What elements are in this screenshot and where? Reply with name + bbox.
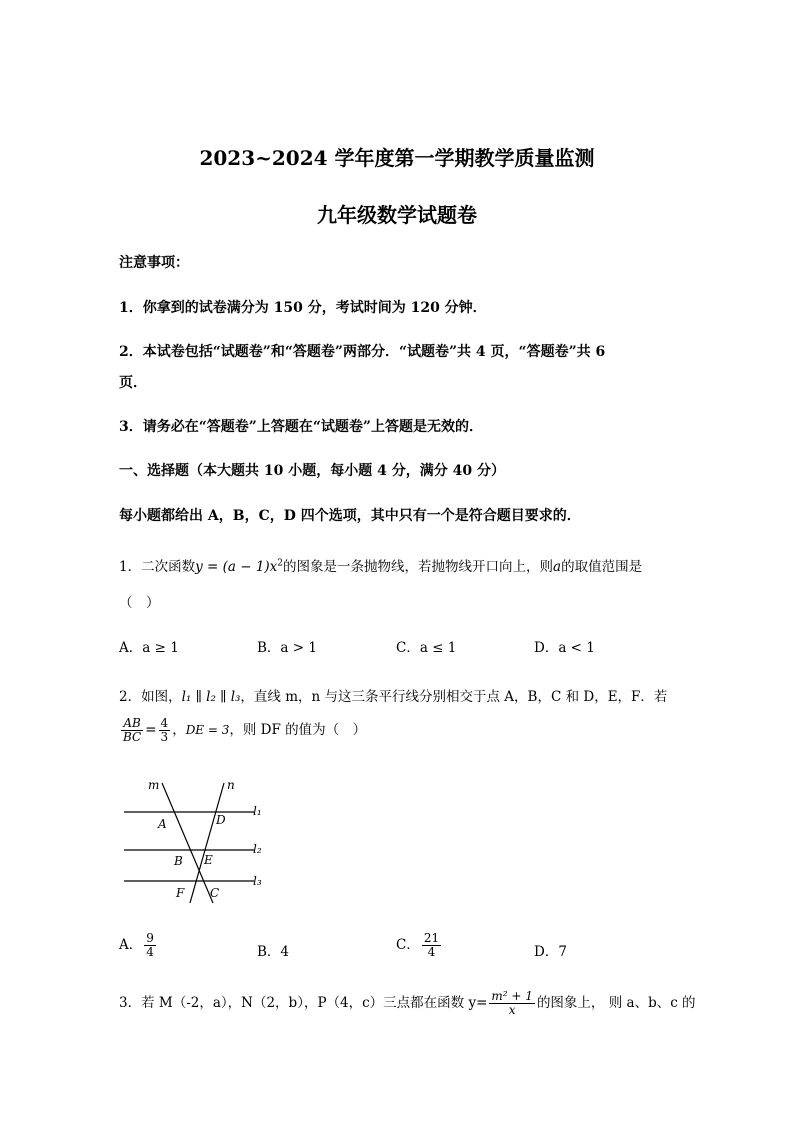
q3-text-1: 3．若 M（-2，a），N（2，b），P（4，c）三点都在函数 y= bbox=[119, 995, 488, 1012]
q1-suffix: 的取值范围是 bbox=[561, 559, 643, 575]
q2-text-1: ，直线 m，n 与这三条平行线分别相交于点 A，B，C 和 D，E，F．若 bbox=[240, 689, 668, 705]
line-n bbox=[190, 783, 224, 903]
q2-equals: = bbox=[145, 722, 157, 739]
q2-de-value: DE = 3 bbox=[185, 723, 230, 738]
q1-option-d: D．a < 1 bbox=[534, 640, 595, 656]
page-subtitle: 九年级数学试题卷 bbox=[317, 203, 477, 227]
q1-option-a: A．a ≥ 1 bbox=[119, 640, 179, 656]
label-n: n bbox=[227, 778, 235, 792]
note-item-3: 3．请务必在“答题卷”上答题在“试题卷”上答题是无效的． bbox=[119, 419, 483, 435]
note-item-2-line-2: 页． bbox=[119, 375, 147, 391]
q3-denominator: x bbox=[508, 1003, 516, 1018]
q1-option-b: B．a > 1 bbox=[257, 640, 317, 656]
q1-paren: （ ） bbox=[119, 595, 160, 611]
label-m: m bbox=[148, 778, 160, 792]
label-l2: l₂ bbox=[253, 842, 262, 856]
q2-option-a bbox=[119, 932, 158, 959]
q2-prefix: 2．如图， bbox=[119, 689, 182, 705]
q2-ratio-fraction bbox=[121, 717, 143, 744]
q2-option-c-denominator: 4 bbox=[427, 945, 436, 960]
q1-exponent: 2 bbox=[277, 558, 284, 569]
q2-text-2: ，则 DF 的值为（ ） bbox=[229, 722, 367, 739]
label-l3: l₃ bbox=[253, 874, 262, 888]
q2-value-fraction bbox=[159, 717, 171, 744]
q2-option-a-numerator: 9 bbox=[146, 931, 154, 945]
label-l1: l₁ bbox=[253, 804, 262, 818]
label-b: B bbox=[174, 854, 183, 868]
note-item-1: 1．你拿到的试卷满分为 150 分，考试时间为 120 分钟． bbox=[119, 300, 487, 316]
q2-option-c-fraction bbox=[422, 932, 441, 959]
q1-mid: 的图象是一条抛物线，若抛物线开口向上，则 bbox=[283, 559, 554, 575]
line-m bbox=[162, 783, 213, 903]
q2-value-denominator: 3 bbox=[160, 730, 169, 745]
q2-option-b: B．4 bbox=[257, 944, 290, 960]
question-2-line-1 bbox=[119, 685, 667, 705]
q2-option-a-denominator: 4 bbox=[146, 945, 154, 960]
q1-formula: y = (a − 1)x bbox=[195, 559, 278, 575]
section-instruction: 每小题都给出 A，B，C，D 四个选项，其中只有一个是符合题目要求的． bbox=[119, 508, 581, 524]
question-1 bbox=[119, 555, 642, 575]
q2-option-c-label: C． bbox=[396, 937, 420, 954]
q2-option-c bbox=[396, 932, 443, 959]
q1-variable: a bbox=[553, 559, 562, 575]
q2-ratio-denominator: BC bbox=[123, 730, 142, 745]
q3-fraction bbox=[489, 990, 535, 1017]
q2-option-c-numerator: 21 bbox=[423, 931, 440, 945]
label-d: D bbox=[216, 813, 226, 827]
question-2-line-2 bbox=[119, 717, 366, 744]
q2-option-a-fraction bbox=[144, 932, 156, 959]
q1-option-c: C．a ≤ 1 bbox=[396, 640, 457, 656]
q2-lines-relation: l₁ ∥ l₂ ∥ l₃ bbox=[181, 689, 241, 705]
q2-value-numerator: 4 bbox=[160, 716, 169, 730]
label-c: C bbox=[210, 886, 220, 900]
label-a: A bbox=[158, 817, 167, 831]
q3-numerator: m² + 1 bbox=[491, 989, 533, 1003]
q3-text-2: 的图象上， 则 a、b、c 的 bbox=[536, 995, 696, 1012]
q2-ratio-numerator: AB bbox=[123, 716, 141, 730]
notes-heading: 注意事项： bbox=[119, 255, 189, 271]
q2-separator: ， bbox=[172, 722, 186, 739]
q1-prefix: 1．二次函数 bbox=[119, 559, 196, 575]
q2-option-d: D．7 bbox=[534, 944, 567, 960]
note-item-2-line-1: 2．本试卷包括“试题卷”和“答题卷”两部分．“试题卷”共 4 页，“答题卷”共 6 bbox=[119, 344, 606, 360]
question-3 bbox=[119, 990, 696, 1017]
page-title: 2023~2024 学年度第一学期教学质量监测 bbox=[199, 146, 595, 170]
section-heading: 一、选择题（本大题共 10 小题，每小题 4 分，满分 40 分） bbox=[119, 463, 505, 479]
label-e: E bbox=[204, 853, 213, 867]
q2-option-a-label: A． bbox=[119, 937, 143, 954]
label-f: F bbox=[176, 886, 185, 900]
parallel-lines-figure bbox=[118, 775, 278, 910]
